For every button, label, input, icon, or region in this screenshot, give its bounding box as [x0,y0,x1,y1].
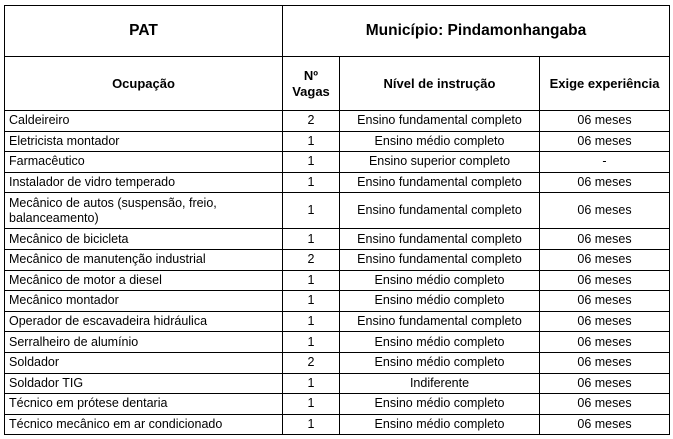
cell-vagas: 1 [283,152,340,173]
cell-ocupacao: Mecânico montador [5,291,283,312]
cell-ocupacao: Soldador [5,352,283,373]
table-row [5,373,670,394]
municipio-title: Município: Pindamonhangaba [283,6,670,57]
cell-ocupacao: Instalador de vidro temperado [5,172,283,193]
cell-ocupacao: Serralheiro de alumínio [5,332,283,353]
cell-vagas: 1 [283,311,340,332]
cell-vagas: 1 [283,332,340,353]
cell-nivel: Ensino médio completo [340,131,540,152]
cell-nivel: Ensino fundamental completo [340,311,540,332]
cell-vagas: 1 [283,414,340,435]
cell-vagas: 1 [283,193,340,229]
table-row [5,332,670,353]
cell-experiencia: 06 meses [540,229,670,250]
column-header-ocupacao: Ocupação [5,57,283,111]
cell-ocupacao: Caldeireiro [5,111,283,132]
table-row [5,270,670,291]
cell-nivel: Ensino médio completo [340,270,540,291]
cell-nivel: Ensino fundamental completo [340,172,540,193]
cell-experiencia: 06 meses [540,249,670,270]
cell-ocupacao: Técnico mecânico em ar condicionado [5,414,283,435]
cell-ocupacao: Mecânico de manutenção industrial [5,249,283,270]
table-row [5,193,670,229]
table-row [5,229,670,250]
cell-nivel: Ensino médio completo [340,291,540,312]
column-header-vagas-label: Nº Vagas [292,67,330,99]
cell-nivel: Ensino fundamental completo [340,249,540,270]
pat-title: PAT [5,6,283,57]
cell-experiencia: 06 meses [540,332,670,353]
cell-experiencia: 06 meses [540,172,670,193]
cell-vagas: 1 [283,394,340,415]
vacancies-table [4,5,670,435]
cell-experiencia: 06 meses [540,373,670,394]
cell-vagas: 1 [283,373,340,394]
cell-ocupacao: Eletricista montador [5,131,283,152]
cell-vagas: 1 [283,270,340,291]
cell-vagas: 2 [283,352,340,373]
cell-ocupacao: Mecânico de autos (suspensão, freio, balanceamento) [5,193,283,229]
cell-nivel: Ensino fundamental completo [340,193,540,229]
table-row [5,249,670,270]
cell-experiencia: 06 meses [540,394,670,415]
table-row [5,394,670,415]
cell-ocupacao: Técnico em prótese dentaria [5,394,283,415]
cell-nivel: Indiferente [340,373,540,394]
column-header-nivel: Nível de instrução [340,57,540,111]
cell-nivel: Ensino fundamental completo [340,229,540,250]
table-row [5,152,670,173]
table-row [5,291,670,312]
cell-experiencia: 06 meses [540,291,670,312]
cell-experiencia: 06 meses [540,414,670,435]
column-header-row [5,57,670,111]
cell-vagas: 1 [283,172,340,193]
cell-ocupacao: Soldador TIG [5,373,283,394]
cell-vagas: 2 [283,111,340,132]
cell-nivel: Ensino médio completo [340,414,540,435]
table-row [5,311,670,332]
cell-experiencia: 06 meses [540,270,670,291]
cell-nivel: Ensino médio completo [340,394,540,415]
cell-nivel: Ensino médio completo [340,352,540,373]
column-header-vagas [283,57,340,111]
cell-ocupacao: Farmacêutico [5,152,283,173]
column-header-experiencia: Exige experiência [540,57,670,111]
cell-experiencia: 06 meses [540,111,670,132]
cell-vagas: 1 [283,291,340,312]
table-row [5,172,670,193]
cell-ocupacao: Mecânico de motor a diesel [5,270,283,291]
table-row [5,111,670,132]
cell-nivel: Ensino médio completo [340,332,540,353]
cell-vagas: 1 [283,131,340,152]
cell-experiencia: 06 meses [540,131,670,152]
cell-ocupacao: Operador de escavadeira hidráulica [5,311,283,332]
table-body [5,111,670,435]
cell-vagas: 1 [283,229,340,250]
cell-ocupacao: Mecânico de bicicleta [5,229,283,250]
cell-nivel: Ensino fundamental completo [340,111,540,132]
cell-nivel: Ensino superior completo [340,152,540,173]
table-row [5,414,670,435]
cell-experiencia: - [540,152,670,173]
table-row [5,131,670,152]
cell-experiencia: 06 meses [540,311,670,332]
table-row [5,352,670,373]
cell-experiencia: 06 meses [540,352,670,373]
cell-vagas: 2 [283,249,340,270]
cell-experiencia: 06 meses [540,193,670,229]
title-row [5,6,670,57]
